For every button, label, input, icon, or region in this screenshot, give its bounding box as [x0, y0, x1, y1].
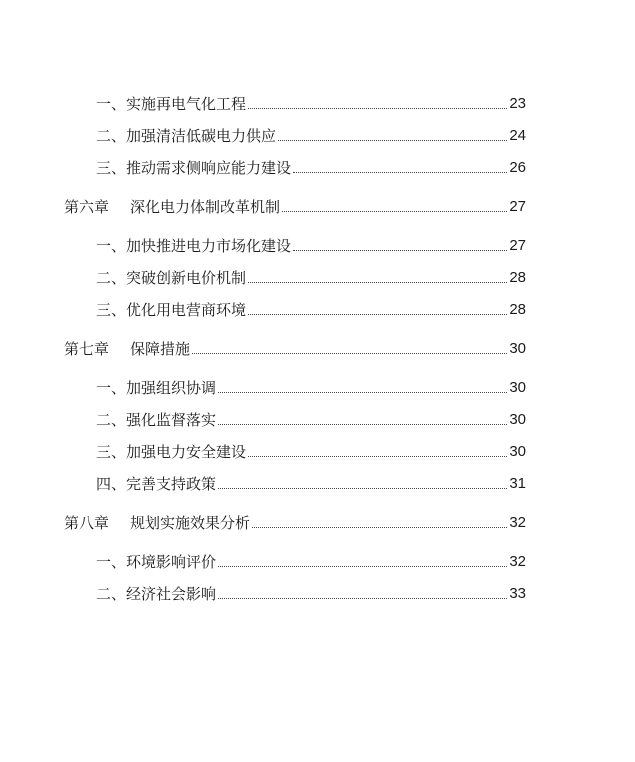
toc-entry-title: 二、经济社会影响: [96, 585, 217, 603]
toc-entry-title: 四、完善支持政策: [96, 475, 217, 493]
toc-entry[interactable]: [96, 93, 526, 115]
toc-entry[interactable]: [96, 267, 526, 289]
dot-leader: [192, 353, 507, 354]
toc-page-number: 30: [509, 411, 526, 428]
toc-entry[interactable]: [96, 157, 526, 179]
toc-page-number: 32: [509, 553, 526, 570]
toc-entry[interactable]: [96, 441, 526, 463]
toc-entry-title: 三、加强电力安全建设: [96, 443, 247, 461]
chapter-number: 第八章: [64, 514, 110, 532]
toc-page-number: 30: [509, 379, 526, 396]
toc-entry[interactable]: [96, 377, 526, 399]
toc-entry[interactable]: [96, 125, 526, 147]
toc-entry-title: 二、突破创新电价机制: [96, 269, 247, 287]
toc-entry-title: 一、加强组织协调: [96, 379, 217, 397]
toc-chapter[interactable]: [64, 512, 526, 534]
toc-entry-title: 二、强化监督落实: [96, 411, 217, 429]
toc-page-number: 30: [509, 443, 526, 460]
toc-entry-title: 三、推动需求侧响应能力建设: [96, 159, 292, 177]
toc-entry-title: 一、实施再电气化工程: [96, 95, 247, 113]
dot-leader: [278, 140, 507, 141]
dot-leader: [248, 314, 507, 315]
dot-leader: [218, 566, 507, 567]
toc-entry[interactable]: [96, 473, 526, 495]
toc-page-number: 30: [509, 340, 526, 357]
chapter-number: 第六章: [64, 198, 110, 216]
toc-page-number: 33: [509, 585, 526, 602]
toc-entry-title: 一、环境影响评价: [96, 553, 217, 571]
toc-page-number: 28: [509, 269, 526, 286]
toc-entry[interactable]: [96, 551, 526, 573]
toc-entry[interactable]: [96, 235, 526, 257]
toc-chapter[interactable]: [64, 338, 526, 360]
chapter-title: 保障措施: [130, 340, 191, 358]
chapter-title: 深化电力体制改革机制: [130, 198, 281, 216]
dot-leader: [218, 424, 507, 425]
dot-leader: [293, 250, 507, 251]
chapter-title: 规划实施效果分析: [130, 514, 251, 532]
toc-page-number: 28: [509, 301, 526, 318]
toc-page-number: 26: [509, 159, 526, 176]
toc-chapter[interactable]: [64, 196, 526, 218]
chapter-number: 第七章: [64, 340, 110, 358]
toc-page-number: 32: [509, 514, 526, 531]
toc-page-number: 27: [509, 237, 526, 254]
toc-page-number: 23: [509, 95, 526, 112]
dot-leader: [248, 456, 507, 457]
toc-entry[interactable]: [96, 409, 526, 431]
dot-leader: [218, 598, 507, 599]
dot-leader: [293, 172, 507, 173]
toc-entry-title: 二、加强清洁低碳电力供应: [96, 127, 277, 145]
toc-page-number: 27: [509, 198, 526, 215]
dot-leader: [282, 211, 507, 212]
toc-entry[interactable]: [96, 299, 526, 321]
dot-leader: [218, 488, 507, 489]
toc-page-number: 24: [509, 127, 526, 144]
toc-entry-title: 三、优化用电营商环境: [96, 301, 247, 319]
dot-leader: [248, 282, 507, 283]
toc-entry-title: 一、加快推进电力市场化建设: [96, 237, 292, 255]
dot-leader: [218, 392, 507, 393]
toc-entry[interactable]: [96, 583, 526, 605]
toc-page-number: 31: [509, 475, 526, 492]
dot-leader: [248, 108, 507, 109]
dot-leader: [252, 527, 507, 528]
